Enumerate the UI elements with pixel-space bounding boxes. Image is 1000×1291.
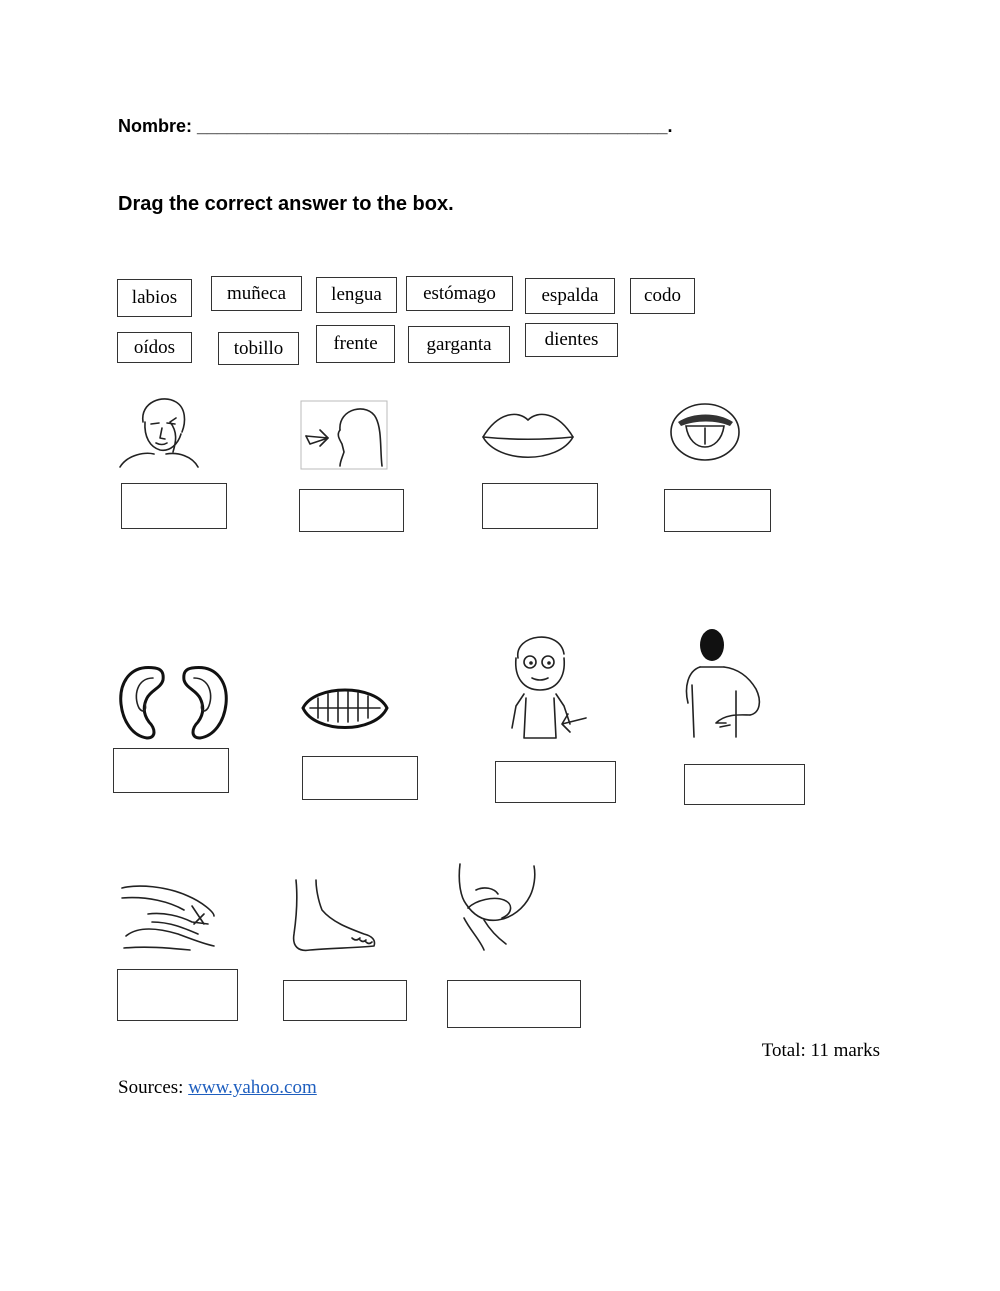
- teeth-icon: [300, 680, 390, 738]
- tongue-icon: [668, 396, 743, 468]
- sources-link[interactable]: www.yahoo.com: [188, 1077, 317, 1098]
- word-chip[interactable]: garganta: [408, 326, 510, 363]
- answer-drop-box[interactable]: [121, 483, 227, 529]
- answer-drop-box[interactable]: [299, 489, 404, 532]
- word-chip[interactable]: tobillo: [218, 332, 299, 365]
- word-chip[interactable]: espalda: [525, 278, 615, 314]
- back-icon: [680, 627, 772, 741]
- answer-drop-box[interactable]: [495, 761, 616, 803]
- instruction-heading: Drag the correct answer to the box.: [118, 193, 454, 215]
- total-marks: Total: 11 marks: [761, 1040, 880, 1061]
- word-chip[interactable]: frente: [316, 325, 395, 363]
- stomach-icon: [500, 628, 590, 740]
- answer-drop-box[interactable]: [117, 969, 238, 1021]
- throat-icon: [300, 400, 388, 470]
- word-chip[interactable]: dientes: [525, 323, 618, 357]
- word-chip[interactable]: estómago: [406, 276, 513, 311]
- sources-line: [118, 1077, 317, 1099]
- answer-drop-box[interactable]: [113, 748, 229, 793]
- word-chip[interactable]: oídos: [117, 332, 192, 363]
- answer-drop-box[interactable]: [302, 756, 418, 800]
- answer-drop-box[interactable]: [283, 980, 407, 1021]
- answer-drop-box[interactable]: [664, 489, 771, 532]
- answer-drop-box[interactable]: [447, 980, 581, 1028]
- word-chip[interactable]: codo: [630, 278, 695, 314]
- word-chip[interactable]: labios: [117, 279, 192, 317]
- word-chip[interactable]: lengua: [316, 277, 397, 313]
- elbow-icon: [454, 860, 540, 952]
- word-chip[interactable]: muñeca: [211, 276, 302, 311]
- ankle-icon: [286, 876, 378, 954]
- ears-icon: [117, 664, 230, 740]
- sources-label: Sources:: [118, 1077, 189, 1098]
- forehead-icon: [118, 392, 203, 472]
- answer-drop-box[interactable]: [684, 764, 805, 805]
- lips-icon: [478, 404, 578, 470]
- answer-drop-box[interactable]: [482, 483, 598, 529]
- name-field-label: Nombre: _______________________________________________.: [118, 116, 673, 136]
- wrist-icon: [118, 876, 218, 952]
